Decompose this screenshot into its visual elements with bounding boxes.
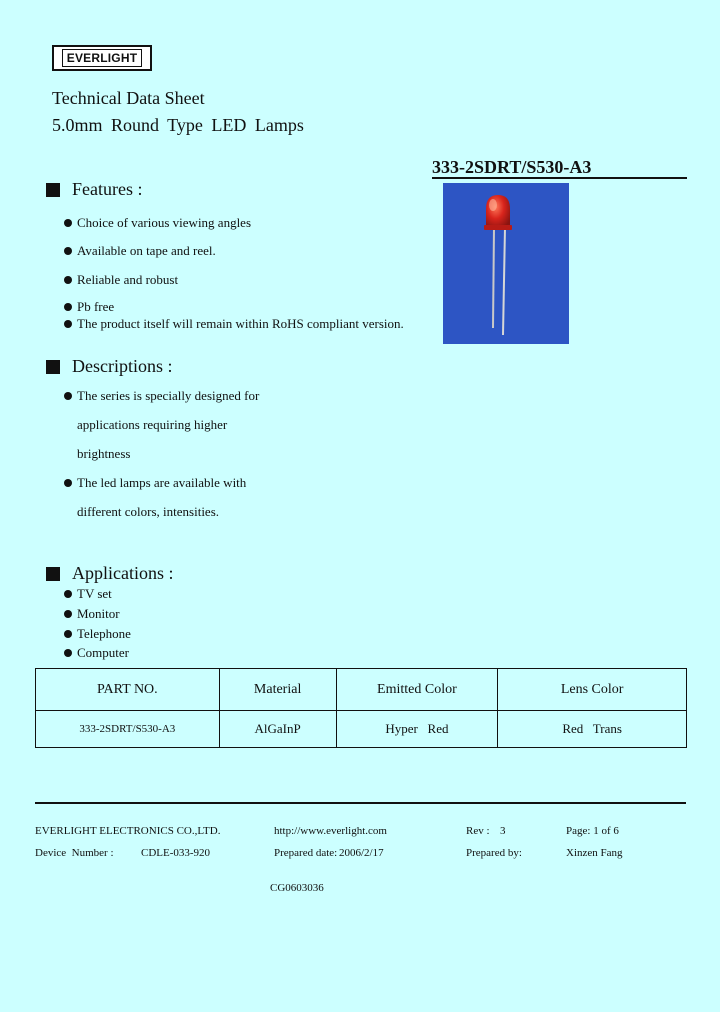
cell-material: AlGaInP xyxy=(219,711,336,748)
applications-heading-label: Applications : xyxy=(72,563,174,583)
application-item xyxy=(64,586,112,602)
feature-text: Pb free xyxy=(77,299,115,314)
section-square-icon xyxy=(46,360,60,374)
prepared-date-value: 2006/2/17 xyxy=(339,847,384,859)
description-text: brightness xyxy=(77,446,131,461)
bullet-icon xyxy=(64,392,72,400)
prepared-by-value: Xinzen Fang xyxy=(566,847,623,859)
led-product-photo xyxy=(443,183,569,344)
part-number-rule xyxy=(432,177,687,179)
table-row xyxy=(36,711,687,748)
feature-text: Available on tape and reel. xyxy=(77,243,216,258)
column-header-lens-color: Lens Color xyxy=(498,669,687,711)
rev-label: Rev : xyxy=(466,825,490,837)
bullet-icon xyxy=(64,320,72,328)
prepared-date-label: Prepared date: xyxy=(274,847,338,859)
cell-emitted-color: Hyper Red xyxy=(336,711,498,748)
bullet-icon xyxy=(64,247,72,255)
bullet-icon xyxy=(64,610,72,618)
bullet-icon xyxy=(64,649,72,657)
footer-rule xyxy=(35,802,686,804)
feature-text: Choice of various viewing angles xyxy=(77,215,252,230)
application-text: TV set xyxy=(77,586,112,601)
column-header-material: Material xyxy=(219,669,336,711)
feature-item xyxy=(64,316,404,332)
part-number-heading: 333-2SDRT/S530-A3 xyxy=(432,157,592,177)
table-header-row xyxy=(36,669,687,711)
device-number-value: CDLE-033-920 xyxy=(141,847,211,859)
device-number-label: Device Number : xyxy=(35,847,114,859)
feature-text: Reliable and robust xyxy=(77,272,179,287)
feature-item xyxy=(64,299,114,315)
website-link[interactable]: http://www.everlight.com xyxy=(274,825,387,837)
description-item xyxy=(64,388,259,404)
feature-item xyxy=(64,272,178,288)
application-item xyxy=(64,606,120,622)
description-text: The led lamps are available with xyxy=(77,475,247,490)
led-lamp-icon xyxy=(443,183,569,344)
company-name: EVERLIGHT ELECTRONICS CO.,LTD. xyxy=(35,825,221,837)
doc-title: Technical Data Sheet xyxy=(52,88,205,108)
cell-lens-color: Red Trans xyxy=(498,711,687,748)
features-heading xyxy=(46,179,142,200)
description-item xyxy=(64,475,246,491)
bullet-icon xyxy=(64,479,72,487)
application-text: Telephone xyxy=(77,626,131,641)
description-text: applications requiring higher xyxy=(77,417,228,432)
application-text: Monitor xyxy=(77,606,120,621)
applications-heading xyxy=(46,563,174,584)
bullet-icon xyxy=(64,276,72,284)
bullet-icon xyxy=(64,303,72,311)
bullet-icon xyxy=(64,590,72,598)
description-text: The series is specially designed for xyxy=(77,388,260,403)
description-text: different colors, intensities. xyxy=(77,504,220,519)
page-indicator: Page: 1 of 6 xyxy=(566,825,619,837)
application-text: Computer xyxy=(77,645,129,660)
feature-text: The product itself will remain within RoHS compliant version. xyxy=(77,316,404,331)
bullet-icon xyxy=(64,630,72,638)
cell-part-no: 333-2SDRT/S530-A3 xyxy=(36,711,220,748)
document-code: CG0603036 xyxy=(270,882,324,894)
logo-text: EVERLIGHT xyxy=(62,49,142,67)
doc-subtitle: 5.0mm Round Type LED Lamps xyxy=(52,115,304,135)
column-header-emitted-color: Emitted Color xyxy=(336,669,498,711)
descriptions-heading xyxy=(46,356,173,377)
everlight-logo xyxy=(52,45,152,71)
application-item xyxy=(64,645,129,661)
section-square-icon xyxy=(46,183,60,197)
spec-table xyxy=(35,668,687,748)
rev-value: 3 xyxy=(500,825,506,837)
descriptions-heading-label: Descriptions : xyxy=(72,356,173,376)
feature-item xyxy=(64,243,216,259)
bullet-icon xyxy=(64,219,72,227)
section-square-icon xyxy=(46,567,60,581)
application-item xyxy=(64,626,131,642)
feature-item xyxy=(64,215,251,231)
column-header-part-no: PART NO. xyxy=(36,669,220,711)
features-heading-label: Features : xyxy=(72,179,143,199)
prepared-by-label: Prepared by: xyxy=(466,847,522,859)
